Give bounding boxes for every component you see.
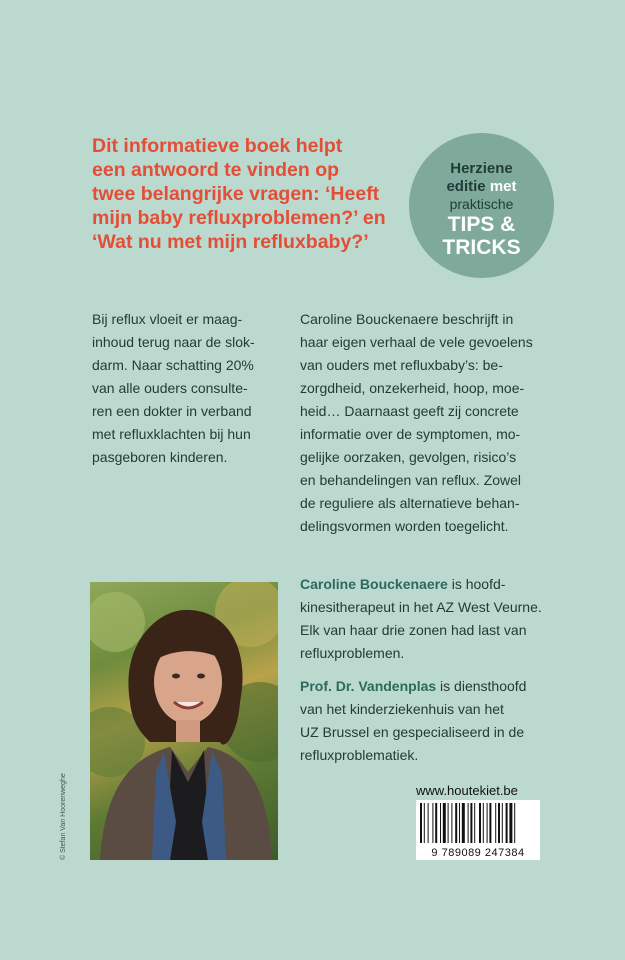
headline-line: een antwoord te vinden op <box>92 159 340 181</box>
barcode-bar <box>448 803 449 843</box>
badge-line: TRICKS <box>442 236 521 259</box>
barcode-bar <box>514 803 515 843</box>
isbn-number: 9 789089 247384 <box>431 847 525 859</box>
text-line: gelijke oorzaken, gevolgen, risico’s <box>300 449 517 465</box>
barcode-bar <box>479 803 481 843</box>
text-line: met refluxklachten bij hun <box>92 426 251 442</box>
coauthor-name: Prof. Dr. Vandenplas <box>300 678 437 694</box>
barcode-bar <box>455 803 457 843</box>
text-line: UZ Brussel en gespecialiseerd in de <box>300 724 525 740</box>
text-line: Elk van haar drie zonen had last van <box>300 622 527 638</box>
barcode-bar <box>506 803 508 843</box>
text-line: kinesitherapeut in het AZ West Veurne. <box>300 599 542 615</box>
barcode-bar <box>435 803 437 843</box>
author-portrait-illustration <box>90 582 278 860</box>
text-line: Caroline Bouckenaere beschrijft in <box>300 311 514 327</box>
badge-line: Herziene <box>450 160 513 177</box>
barcode-bar <box>509 803 512 843</box>
barcode-bar <box>443 803 446 843</box>
edition-badge <box>409 133 554 278</box>
headline-line: mijn baby refluxproblemen?’ en <box>92 207 386 229</box>
text-line: delingsvormen worden toegelicht. <box>300 518 509 534</box>
text-line: refluxproblemen. <box>300 645 405 661</box>
barcode-bar <box>420 803 422 843</box>
headline <box>92 134 412 254</box>
badge-word: editie <box>446 178 486 195</box>
barcode-bar <box>495 803 496 843</box>
headline-line: Dit informatieve boek helpt <box>92 135 343 157</box>
text-line: van alle ouders consulte- <box>92 380 248 396</box>
barcode-bar <box>432 803 433 843</box>
badge-word: met <box>489 178 517 195</box>
badge-line <box>409 178 554 195</box>
barcode-bar <box>502 803 503 843</box>
barcode-bar <box>474 803 475 843</box>
text-line: van ouders met refluxbaby’s: be- <box>300 357 503 373</box>
barcode-bar <box>462 803 465 843</box>
barcode-bars <box>416 800 540 846</box>
coauthor-bio <box>300 675 545 767</box>
text-line: van het kinderziekenhuis van het <box>300 701 504 717</box>
barcode-bar <box>451 803 452 843</box>
barcode-bar <box>424 803 425 843</box>
text-line: informatie over de symptomen, mo- <box>300 426 521 442</box>
author-bios <box>300 573 545 767</box>
barcode-bar <box>440 803 441 843</box>
author-name: Caroline Bouckenaere <box>300 576 448 592</box>
barcode-bar <box>470 803 472 843</box>
text-line: zorgdheid, onzekerheid, hoop, moe- <box>300 380 525 396</box>
author-photo <box>90 582 278 860</box>
badge-line: praktische <box>449 196 514 212</box>
headline-line: twee belangrijke vragen: ‘Heeft <box>92 183 380 205</box>
text-line: inhoud terug naar de slok- <box>92 334 255 350</box>
text-line <box>300 675 545 698</box>
text-line <box>300 573 545 596</box>
barcode-bar <box>459 803 460 843</box>
barcode-bar <box>428 803 429 843</box>
publisher-website: www.houtekiet.be <box>416 783 518 798</box>
text-line: haar eigen verhaal de vele gevoelens <box>300 334 533 350</box>
description-paragraph <box>300 308 545 538</box>
author-bio <box>300 573 545 665</box>
text-line: heid… Daarnaast geeft zij concrete <box>300 403 519 419</box>
text-fragment: is diensthoofd <box>436 678 527 694</box>
text-line: en behandelingen van reflux. Zowel <box>300 472 522 488</box>
isbn-barcode <box>416 800 540 860</box>
text-line: ren een dokter in verband <box>92 403 252 419</box>
text-line: refluxproblematiek. <box>300 747 419 763</box>
text-line: de reguliere als alternatieve behan- <box>300 495 520 511</box>
barcode-bar <box>468 803 469 843</box>
badge-line: TIPS & <box>447 213 516 236</box>
text-line: darm. Naar schatting 20% <box>92 357 254 373</box>
text-line: Bij reflux vloeit er maag- <box>92 311 243 327</box>
barcode-bar <box>498 803 500 843</box>
barcode-bar <box>487 803 488 843</box>
photo-credit: © Stefan Van Hoorenweghe <box>60 773 67 860</box>
barcode-bar <box>483 803 484 843</box>
headline-line: ‘Wat nu met mijn refluxbaby?’ <box>92 231 369 253</box>
text-fragment: is hoofd- <box>447 576 506 592</box>
barcode-bar <box>489 803 491 843</box>
text-line: pasgeboren kinderen. <box>92 449 228 465</box>
intro-paragraph <box>92 308 292 469</box>
